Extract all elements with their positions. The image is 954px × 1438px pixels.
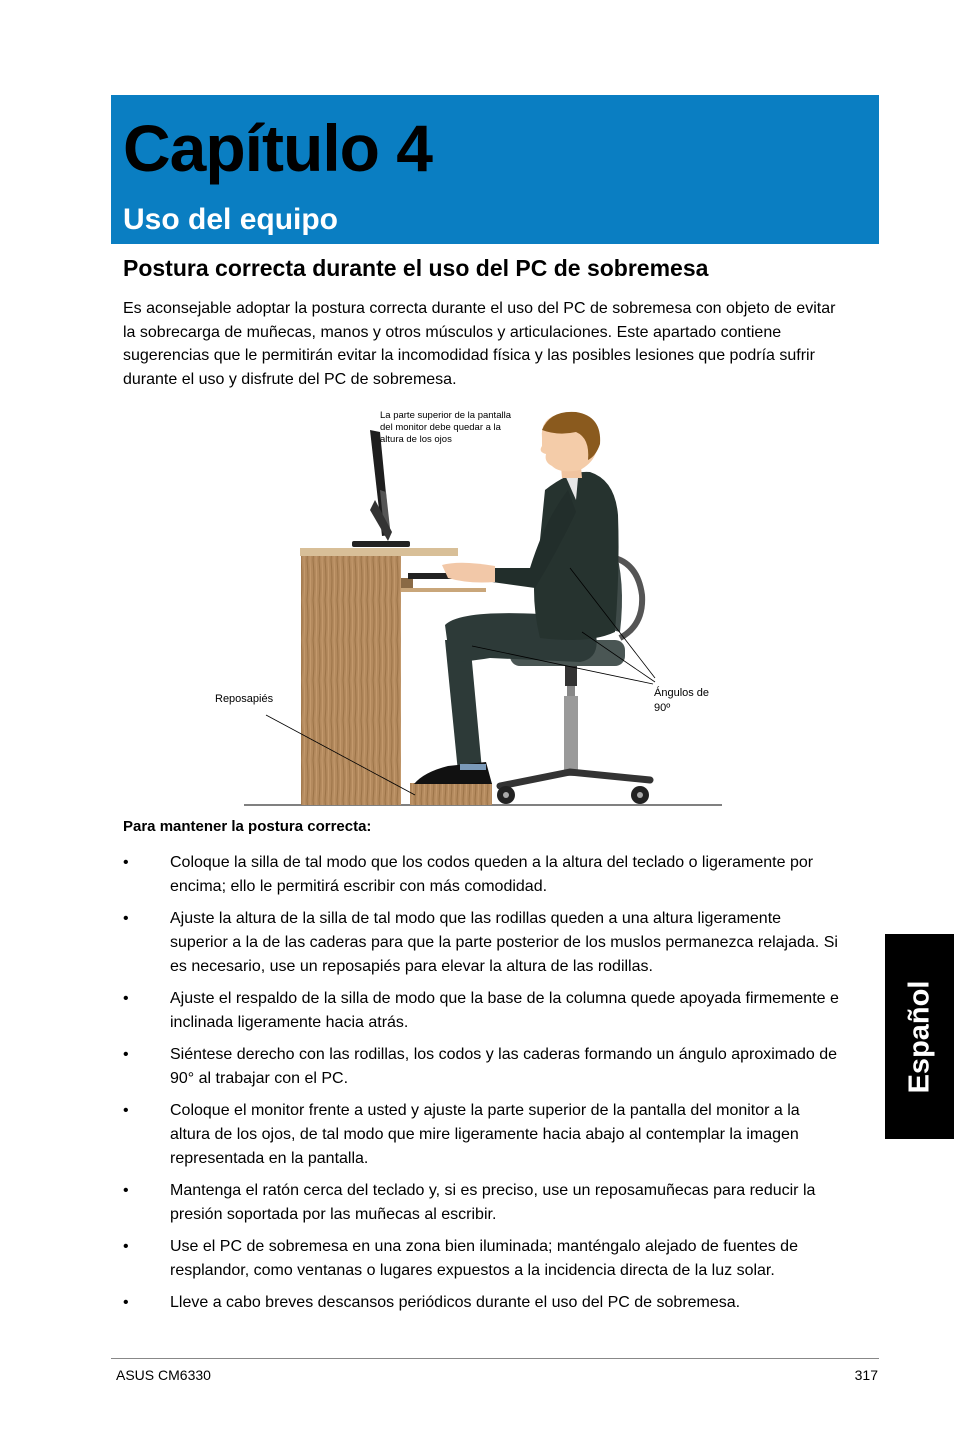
chapter-subtitle: Uso del equipo [123,203,339,236]
tip-item [123,1291,843,1315]
bullet-marker: • [123,1046,129,1063]
svg-text:altura de los ojos [380,434,452,445]
page-number: 317 [854,1367,878,1383]
angles-label-line1: Ángulos de [654,687,710,699]
bullet-marker: • [123,1294,129,1311]
language-tab-label: Español [903,980,935,1093]
bullet-marker: • [123,1182,129,1199]
bullet-marker: • [123,1238,129,1255]
tip-item [123,1179,843,1227]
tip-text: Lleve a cabo breves descansos periódicos durante el uso del PC de sobremesa. [170,1294,741,1311]
bullet-marker: • [123,910,129,927]
tip-text: Ajuste el respaldo de la silla de modo que la base de la columna quede apoyada firmemente e inclinada ligeramente hacia atrás. [170,990,839,1031]
bullet-marker: • [123,1102,129,1119]
svg-text:Ángulos de [654,686,709,699]
seated-person [414,412,619,784]
tip-text: Siéntese derecho con las rodillas, los codos y las caderas formando un ángulo aproximado de 90° al trabajar con el PC. [170,1046,838,1087]
footrest [410,783,492,805]
chapter-banner [111,95,879,244]
bullet-marker: • [123,990,129,1007]
svg-text:90º [654,702,670,714]
svg-text:del monitor debe quedar a la [380,422,502,433]
monitor-label-line2: del monitor debe quedar a la [380,422,501,433]
tip-item [123,851,843,899]
posture-illustration [210,400,740,810]
tip-text: Mantenga el ratón cerca del teclado y, si es preciso, use un reposamuñecas para reducir la presión soportada por las muñecas al escribir. [170,1182,816,1223]
tip-text: Use el PC de sobremesa en una zona bien iluminada; manténgalo alejado de fuentes de resplandor, como ventanas o lugares expuestos a la incidencia directa de la luz solar. [170,1238,798,1279]
section-title: Postura correcta durante el uso del PC de sobremesa [123,255,709,281]
tip-text: Coloque la silla de tal modo que los codos queden a la altura del teclado o ligeramente por encima; ello le permitirá escribir con más comodidad. [170,854,814,895]
tip-item [123,1235,843,1283]
footrest-label: Reposapiés [215,693,274,705]
tip-text: Coloque el monitor frente a usted y ajuste la parte superior de la pantalla del monitor a la altura de los ojos, de tal modo que mire ligeramente hacia abajo al contemplar la imagen representada en la pantalla. [170,1102,800,1167]
tip-item [123,907,843,979]
svg-text:La parte superior de la pantal [380,410,512,421]
tip-item [123,1043,843,1091]
tip-text: Ajuste la altura de la silla de tal modo que las rodillas queden a una altura ligeramente superior a la de las caderas para que la parte posterior de los muslos permanezca relajada. Si es necesario, use un reposapiés para elevar la altura de las rodillas. [170,910,838,975]
footer-rule [111,1358,879,1359]
tips-list [123,851,843,1323]
intro-paragraph: Es aconsejable adoptar la postura correcta durante el uso del PC de sobremesa con objeto de evitar la sobrecarga de muñecas, manos y otros músculos y articulaciones. Este apartado contiene sugerencias que le permitirán evitar la incomodidad física y las posibles lesiones que podría sufrir durante el uso y disfrute del PC de sobremesa. [123,300,836,388]
tip-item [123,1099,843,1171]
tip-item [123,987,843,1035]
monitor-label-line3: altura de los ojos [380,434,452,445]
monitor-label-line1: La parte superior de la pantalla [380,410,511,421]
tips-heading: Para mantener la postura correcta: [123,818,372,835]
chapter-title: Capítulo 4 [123,111,433,185]
language-tab [885,934,954,1139]
footer-model: ASUS CM6330 [116,1367,211,1383]
svg-text:Reposapiés [215,693,274,705]
monitor [352,430,410,547]
angles-label-line2: 90º [654,702,671,714]
bullet-marker: • [123,854,129,871]
